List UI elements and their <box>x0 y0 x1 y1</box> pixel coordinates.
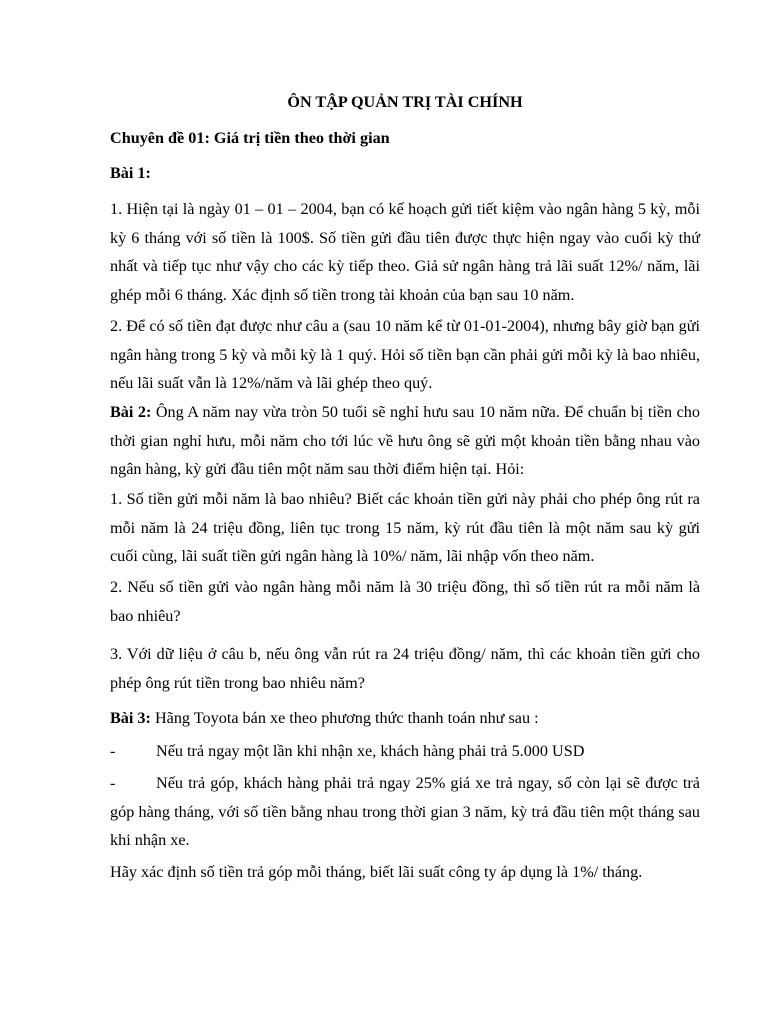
topic-heading: Chuyên đề 01: Giá trị tiền theo thời gian <box>110 129 390 147</box>
bai3-intro: Hãng Toyota bán xe theo phương thức thanh toán như sau : <box>150 709 539 727</box>
bai2-question-1: 1. Số tiền gửi mỗi năm là bao nhiêu? Biết các khoản tiền gửi này phải cho phép ông rút ra mỗi năm là 24 triệu đồng, liên tục trong 15 năm, kỳ rút đầu tiên là một năm sau kỳ gửi cuối cùng, lãi suất tiền gửi ngân hàng là 10%/ năm, lãi nhập vốn theo năm. <box>110 490 700 565</box>
bai3-option-1-text: Nếu trả ngay một lần khi nhận xe, khách hàng phải trả 5.000 USD <box>156 742 585 760</box>
list-dash: - <box>110 774 116 792</box>
bai3-option-2 <box>110 769 700 855</box>
bai3-paragraph <box>110 704 700 733</box>
bai1-heading: Bài 1: <box>110 164 151 182</box>
bai1-question-1: 1. Hiện tại là ngày 01 – 01 – 2004, bạn có kế hoạch gửi tiết kiệm vào ngân hàng 5 kỳ, mỗi kỳ 6 tháng với số tiền là 100$. Số tiền gửi đầu tiên được thực hiện ngay vào cuối kỳ thứ nhất và tiếp tục như vậy cho các kỳ tiếp theo. Giả sử ngân hàng trả lãi suất 12%/ năm, lãi ghép mỗi 6 tháng. Xác định số tiền trong tài khoản của bạn sau 10 năm. <box>110 200 700 304</box>
list-dash: - <box>110 742 116 760</box>
bai3-question: Hãy xác định số tiền trả góp mỗi tháng, biết lãi suất công ty áp dụng là 1%/ tháng. <box>110 863 643 881</box>
bai2-heading: Bài 2: <box>110 403 152 421</box>
bai3-option-1 <box>110 737 700 766</box>
bai2-paragraph <box>110 398 700 484</box>
bai3-option-2-text: Nếu trả góp, khách hàng phải trả ngay 25% giá xe trả ngay, số còn lại sẽ được trả góp hàng tháng, với số tiền bằng nhau trong thời gian 3 năm, kỳ trả đầu tiên một tháng sau khi nhận xe. <box>110 774 700 849</box>
bai1-question-2: 2. Để có số tiền đạt được như câu a (sau 10 năm kể từ 01-01-2004), nhưng bây giờ bạn gửi ngân hàng trong 5 kỳ và mỗi kỳ là 1 quý. Hỏi số tiền bạn cần phải gửi mỗi kỳ là bao nhiêu, nếu lãi suất vẫn là 12%/năm và lãi ghép theo quý. <box>110 317 700 392</box>
bai2-intro: Ông A năm nay vừa tròn 50 tuổi sẽ nghỉ hưu sau 10 năm nữa. Để chuẩn bị tiền cho thời gian nghỉ hưu, mỗi năm cho tới lúc về hưu ông sẽ gửi một khoản tiền bằng nhau vào ngân hàng, kỳ gửi đầu tiên một năm sau thời điểm hiện tại. Hỏi: <box>110 403 700 478</box>
document-title: ÔN TẬP QUẢN TRỊ TÀI CHÍNH <box>287 93 523 111</box>
bai3-heading: Bài 3: <box>110 709 151 727</box>
bai2-question-3: 3. Với dữ liệu ở câu b, nếu ông vẫn rút ra 24 triệu đồng/ năm, thì các khoản tiền gửi cho phép ông rút tiền trong bao nhiêu năm? <box>110 645 700 692</box>
bai2-question-2: 2. Nếu số tiền gửi vào ngân hàng mỗi năm là 30 triệu đồng, thì số tiền rút ra mỗi năm là bao nhiêu? <box>110 578 700 625</box>
